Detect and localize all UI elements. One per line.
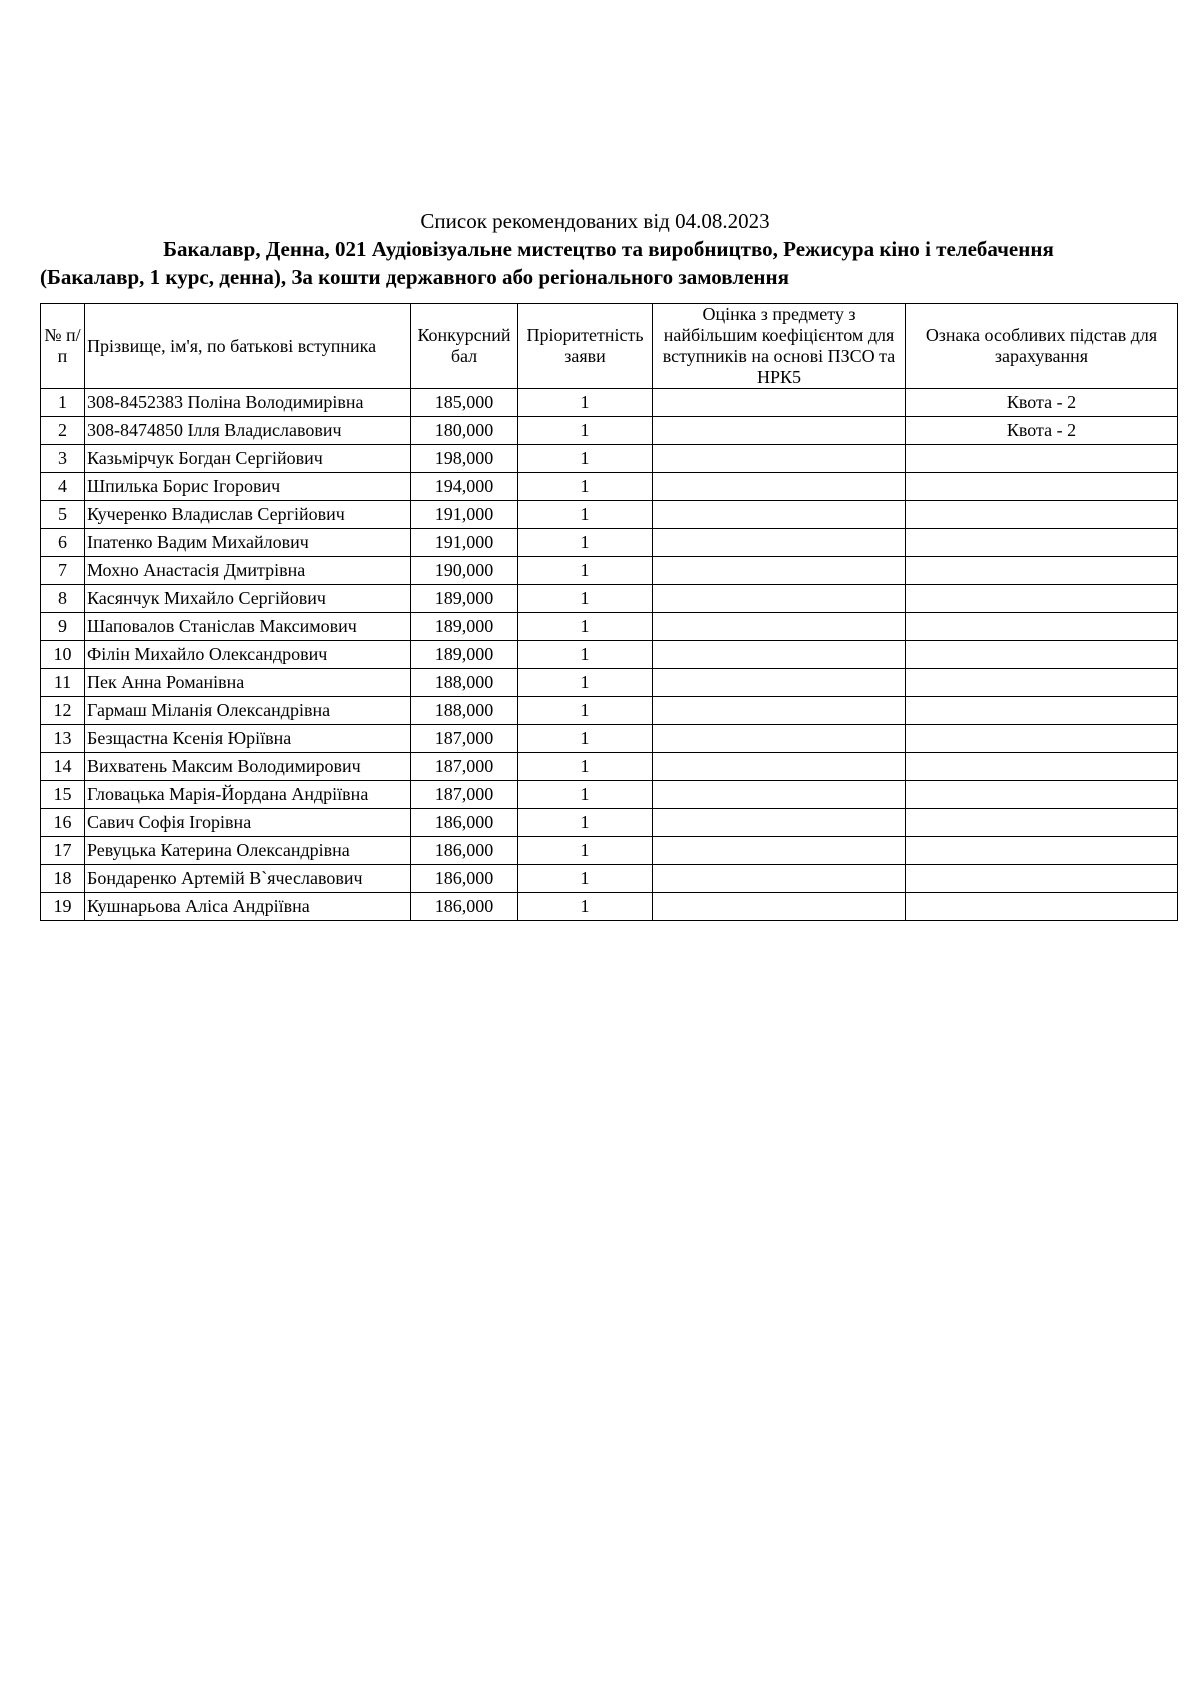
cell-priority: 1 xyxy=(518,529,653,557)
cell-num: 19 xyxy=(41,893,85,921)
cell-score: 190,000 xyxy=(411,557,518,585)
cell-special xyxy=(906,529,1178,557)
cell-name: Бондаренко Артемій В`ячеславович xyxy=(85,865,411,893)
cell-name: Казьмірчук Богдан Сергійович xyxy=(85,445,411,473)
cell-num: 10 xyxy=(41,641,85,669)
cell-score: 186,000 xyxy=(411,837,518,865)
table-row xyxy=(41,781,1178,809)
table-row xyxy=(41,669,1178,697)
cell-priority: 1 xyxy=(518,445,653,473)
document-title: Список рекомендованих від 04.08.2023 xyxy=(420,209,770,233)
cell-name: Гармаш Міланія Олександрівна xyxy=(85,697,411,725)
cell-name: Савич Софія Ігорівна xyxy=(85,809,411,837)
cell-priority: 1 xyxy=(518,893,653,921)
cell-num: 8 xyxy=(41,585,85,613)
cell-subject-score xyxy=(653,389,906,417)
cell-special xyxy=(906,585,1178,613)
table-row xyxy=(41,865,1178,893)
cell-num: 16 xyxy=(41,809,85,837)
cell-subject-score xyxy=(653,781,906,809)
cell-subject-score xyxy=(653,809,906,837)
cell-num: 5 xyxy=(41,501,85,529)
cell-subject-score xyxy=(653,669,906,697)
cell-score: 198,000 xyxy=(411,445,518,473)
cell-num: 14 xyxy=(41,753,85,781)
cell-subject-score xyxy=(653,893,906,921)
document-subtitle xyxy=(40,235,1177,291)
cell-score: 189,000 xyxy=(411,613,518,641)
cell-priority: 1 xyxy=(518,557,653,585)
subtitle-line-1: Бакалавр, Денна, 021 Аудіовізуальне мистецтво та виробництво, Режисура кіно і телебачення xyxy=(163,237,1054,261)
cell-special xyxy=(906,613,1178,641)
table-row xyxy=(41,613,1178,641)
cell-num: 2 xyxy=(41,417,85,445)
header-name: Прізвище, ім'я, по батькові вступника xyxy=(85,304,411,389)
cell-subject-score xyxy=(653,641,906,669)
cell-priority: 1 xyxy=(518,837,653,865)
cell-num: 12 xyxy=(41,697,85,725)
cell-special xyxy=(906,641,1178,669)
cell-subject-score xyxy=(653,613,906,641)
cell-special xyxy=(906,809,1178,837)
cell-special xyxy=(906,837,1178,865)
recommended-list-table xyxy=(40,303,1178,921)
cell-subject-score xyxy=(653,837,906,865)
cell-score: 186,000 xyxy=(411,893,518,921)
cell-score: 185,000 xyxy=(411,389,518,417)
table-header-row xyxy=(41,304,1178,389)
cell-num: 4 xyxy=(41,473,85,501)
cell-subject-score xyxy=(653,585,906,613)
cell-special xyxy=(906,697,1178,725)
cell-priority: 1 xyxy=(518,865,653,893)
cell-name: Кучеренко Владислав Сергійович xyxy=(85,501,411,529)
cell-priority: 1 xyxy=(518,585,653,613)
cell-special xyxy=(906,865,1178,893)
cell-special xyxy=(906,501,1178,529)
cell-priority: 1 xyxy=(518,669,653,697)
cell-subject-score xyxy=(653,417,906,445)
cell-num: 1 xyxy=(41,389,85,417)
cell-score: 189,000 xyxy=(411,641,518,669)
table-row xyxy=(41,753,1178,781)
table-row xyxy=(41,501,1178,529)
table-row xyxy=(41,445,1178,473)
header-score: Конкурсний бал xyxy=(411,304,518,389)
table-row xyxy=(41,893,1178,921)
cell-special xyxy=(906,781,1178,809)
cell-score: 180,000 xyxy=(411,417,518,445)
header-num: № п/п xyxy=(41,304,85,389)
cell-priority: 1 xyxy=(518,501,653,529)
cell-score: 188,000 xyxy=(411,669,518,697)
cell-priority: 1 xyxy=(518,809,653,837)
cell-score: 187,000 xyxy=(411,781,518,809)
cell-score: 194,000 xyxy=(411,473,518,501)
cell-num: 13 xyxy=(41,725,85,753)
cell-num: 15 xyxy=(41,781,85,809)
subtitle-line-2: (Бакалавр, 1 курс, денна), За кошти державного або регіонального замовлення xyxy=(40,265,789,289)
cell-name: Безщастна Ксенія Юріївна xyxy=(85,725,411,753)
cell-subject-score xyxy=(653,473,906,501)
cell-special xyxy=(906,445,1178,473)
cell-special xyxy=(906,725,1178,753)
cell-name: Кушнарьова Аліса Андріївна xyxy=(85,893,411,921)
cell-subject-score xyxy=(653,501,906,529)
cell-num: 7 xyxy=(41,557,85,585)
table-row xyxy=(41,585,1178,613)
cell-subject-score xyxy=(653,753,906,781)
cell-priority: 1 xyxy=(518,753,653,781)
cell-name: 308-8474850 Ілля Владиславович xyxy=(85,417,411,445)
cell-special xyxy=(906,753,1178,781)
cell-num: 6 xyxy=(41,529,85,557)
cell-priority: 1 xyxy=(518,725,653,753)
cell-score: 187,000 xyxy=(411,753,518,781)
cell-score: 189,000 xyxy=(411,585,518,613)
header-subject-score: Оцінка з предмету з найбільшим коефіцієнтом для вступників на основі ПЗСО та НРК5 xyxy=(653,304,906,389)
cell-priority: 1 xyxy=(518,781,653,809)
cell-priority: 1 xyxy=(518,389,653,417)
cell-name: Касянчук Михайло Сергійович xyxy=(85,585,411,613)
cell-name: Вихватень Максим Володимирович xyxy=(85,753,411,781)
table-row xyxy=(41,557,1178,585)
cell-score: 188,000 xyxy=(411,697,518,725)
cell-subject-score xyxy=(653,865,906,893)
cell-priority: 1 xyxy=(518,417,653,445)
table-row xyxy=(41,417,1178,445)
cell-subject-score xyxy=(653,529,906,557)
cell-subject-score xyxy=(653,445,906,473)
table-row xyxy=(41,725,1178,753)
cell-special xyxy=(906,669,1178,697)
table-row xyxy=(41,529,1178,557)
cell-num: 3 xyxy=(41,445,85,473)
cell-name: Ревуцька Катерина Олександрівна xyxy=(85,837,411,865)
cell-name: Іпатенко Вадим Михайлович xyxy=(85,529,411,557)
table-row xyxy=(41,641,1178,669)
cell-special: Квота - 2 xyxy=(906,417,1178,445)
table-row xyxy=(41,837,1178,865)
table-row xyxy=(41,473,1178,501)
cell-subject-score xyxy=(653,557,906,585)
cell-special: Квота - 2 xyxy=(906,389,1178,417)
cell-num: 18 xyxy=(41,865,85,893)
cell-subject-score xyxy=(653,725,906,753)
cell-num: 9 xyxy=(41,613,85,641)
cell-name: Гловацька Марія-Йордана Андріївна xyxy=(85,781,411,809)
table-row xyxy=(41,389,1178,417)
cell-score: 191,000 xyxy=(411,501,518,529)
cell-name: Філін Михайло Олександрович xyxy=(85,641,411,669)
header-priority: Пріоритетність заяви xyxy=(518,304,653,389)
cell-score: 187,000 xyxy=(411,725,518,753)
cell-priority: 1 xyxy=(518,697,653,725)
cell-priority: 1 xyxy=(518,473,653,501)
cell-score: 186,000 xyxy=(411,865,518,893)
table-row xyxy=(41,697,1178,725)
cell-name: Мохно Анастасія Дмитрівна xyxy=(85,557,411,585)
cell-name: Пек Анна Романівна xyxy=(85,669,411,697)
cell-priority: 1 xyxy=(518,641,653,669)
cell-name: Шаповалов Станіслав Максимович xyxy=(85,613,411,641)
table-row xyxy=(41,809,1178,837)
cell-num: 17 xyxy=(41,837,85,865)
cell-subject-score xyxy=(653,697,906,725)
cell-special xyxy=(906,893,1178,921)
cell-special xyxy=(906,557,1178,585)
cell-priority: 1 xyxy=(518,613,653,641)
header-special: Ознака особливих підстав для зарахування xyxy=(906,304,1178,389)
cell-score: 186,000 xyxy=(411,809,518,837)
cell-name: Шпилька Борис Ігорович xyxy=(85,473,411,501)
cell-special xyxy=(906,473,1178,501)
cell-score: 191,000 xyxy=(411,529,518,557)
cell-name: 308-8452383 Поліна Володимирівна xyxy=(85,389,411,417)
cell-num: 11 xyxy=(41,669,85,697)
